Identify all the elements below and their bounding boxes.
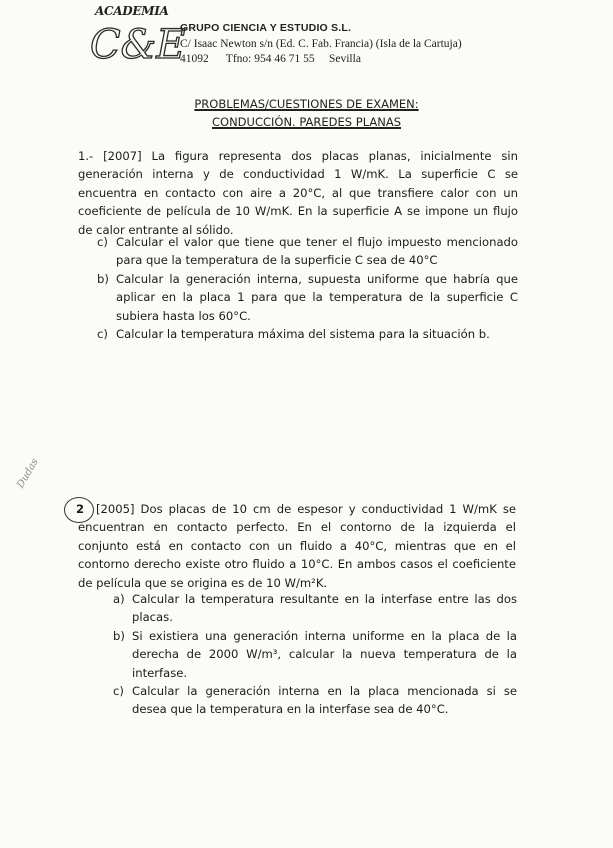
question-text: Si existiera una generación interna uniforme en la placa de la derecha de 2000 W/m³, calcular la nueva temperatura de la interfase. xyxy=(132,628,517,680)
postal-code: 41092 xyxy=(180,53,209,65)
city: Sevilla xyxy=(328,53,361,65)
question-label: b) xyxy=(113,628,125,643)
company-contact xyxy=(180,53,361,65)
problem2-statement: [2005] Dos placas de 10 cm de espesor y conductividad 1 W/mK se encuentran en contacto perfecto. En el contorno de la izquierda el conjunto está en contacto con un fluido a 40°C, mientras que en el contorno derecho existe otro fluido a 10°C. En ambos casos el coeficiente de película que se origina es de 10 W/m²K. xyxy=(78,502,516,590)
question-label: a) xyxy=(113,592,125,606)
question-label: c) xyxy=(113,684,124,699)
question-label: c) xyxy=(97,235,108,249)
problem1-question xyxy=(97,325,518,343)
problem1-questions xyxy=(97,233,518,343)
problem2-question xyxy=(113,590,517,627)
problem1-statement: 1.- [2007] La figura representa dos placas planas, inicialmente sin generación interna y de conductividad 1 W/mK. La superficie C se encuentra en contacto con aire a 20°C, al que transfiere calor con un coeficiente de película de 10 W/mK. En la superficie A se impone un flujo de calor entrante al sólido. xyxy=(78,149,518,237)
question-label: c) xyxy=(97,327,108,342)
logo-initials-text: C&E xyxy=(90,22,186,68)
margin-note: Dudas xyxy=(15,456,41,491)
question-text: Calcular la generación interna en la placa mencionada si se desea que la temperatura en la interfase sea de 40°C. xyxy=(132,684,517,717)
question-text: Calcular la temperatura resultante en la interfase entre las dos placas. xyxy=(132,592,517,625)
problem2-questions xyxy=(113,590,517,719)
logo-initials xyxy=(88,16,186,68)
question-text: Calcular la temperatura máxima del sistema para la situación b. xyxy=(116,327,490,342)
problem1-question xyxy=(97,233,518,270)
page-title: PROBLEMAS/CUESTIONES DE EXAMEN: xyxy=(194,97,419,111)
question-text: Calcular el valor que tiene que tener el flujo impuesto mencionado para que la temperatura de la superficie C sea de 40°C xyxy=(116,235,518,268)
phone-number: Tfno: 954 46 71 55 xyxy=(225,53,315,65)
problem1-question xyxy=(97,270,518,325)
question-text: Calcular la generación interna, supuesta uniforme que habría que aplicar en la placa 1 para que la temperatura de la superficie C subiera hasta los 60°C. xyxy=(116,271,518,323)
problem2-number: 2 xyxy=(76,502,85,516)
problem2-question xyxy=(113,627,517,682)
company-address: C/ Isaac Newton s/n (Ed. C. Fab. Francia) (Isla de la Cartuja) xyxy=(180,38,462,50)
problem2-question xyxy=(113,682,517,719)
question-label: b) xyxy=(97,271,109,286)
page-subtitle: CONDUCCIÓN. PAREDES PLANAS xyxy=(211,115,401,129)
logo-wordmark: ACADEMIA xyxy=(95,4,169,18)
company-name: GRUPO CIENCIA Y ESTUDIO S.L. xyxy=(180,22,352,34)
